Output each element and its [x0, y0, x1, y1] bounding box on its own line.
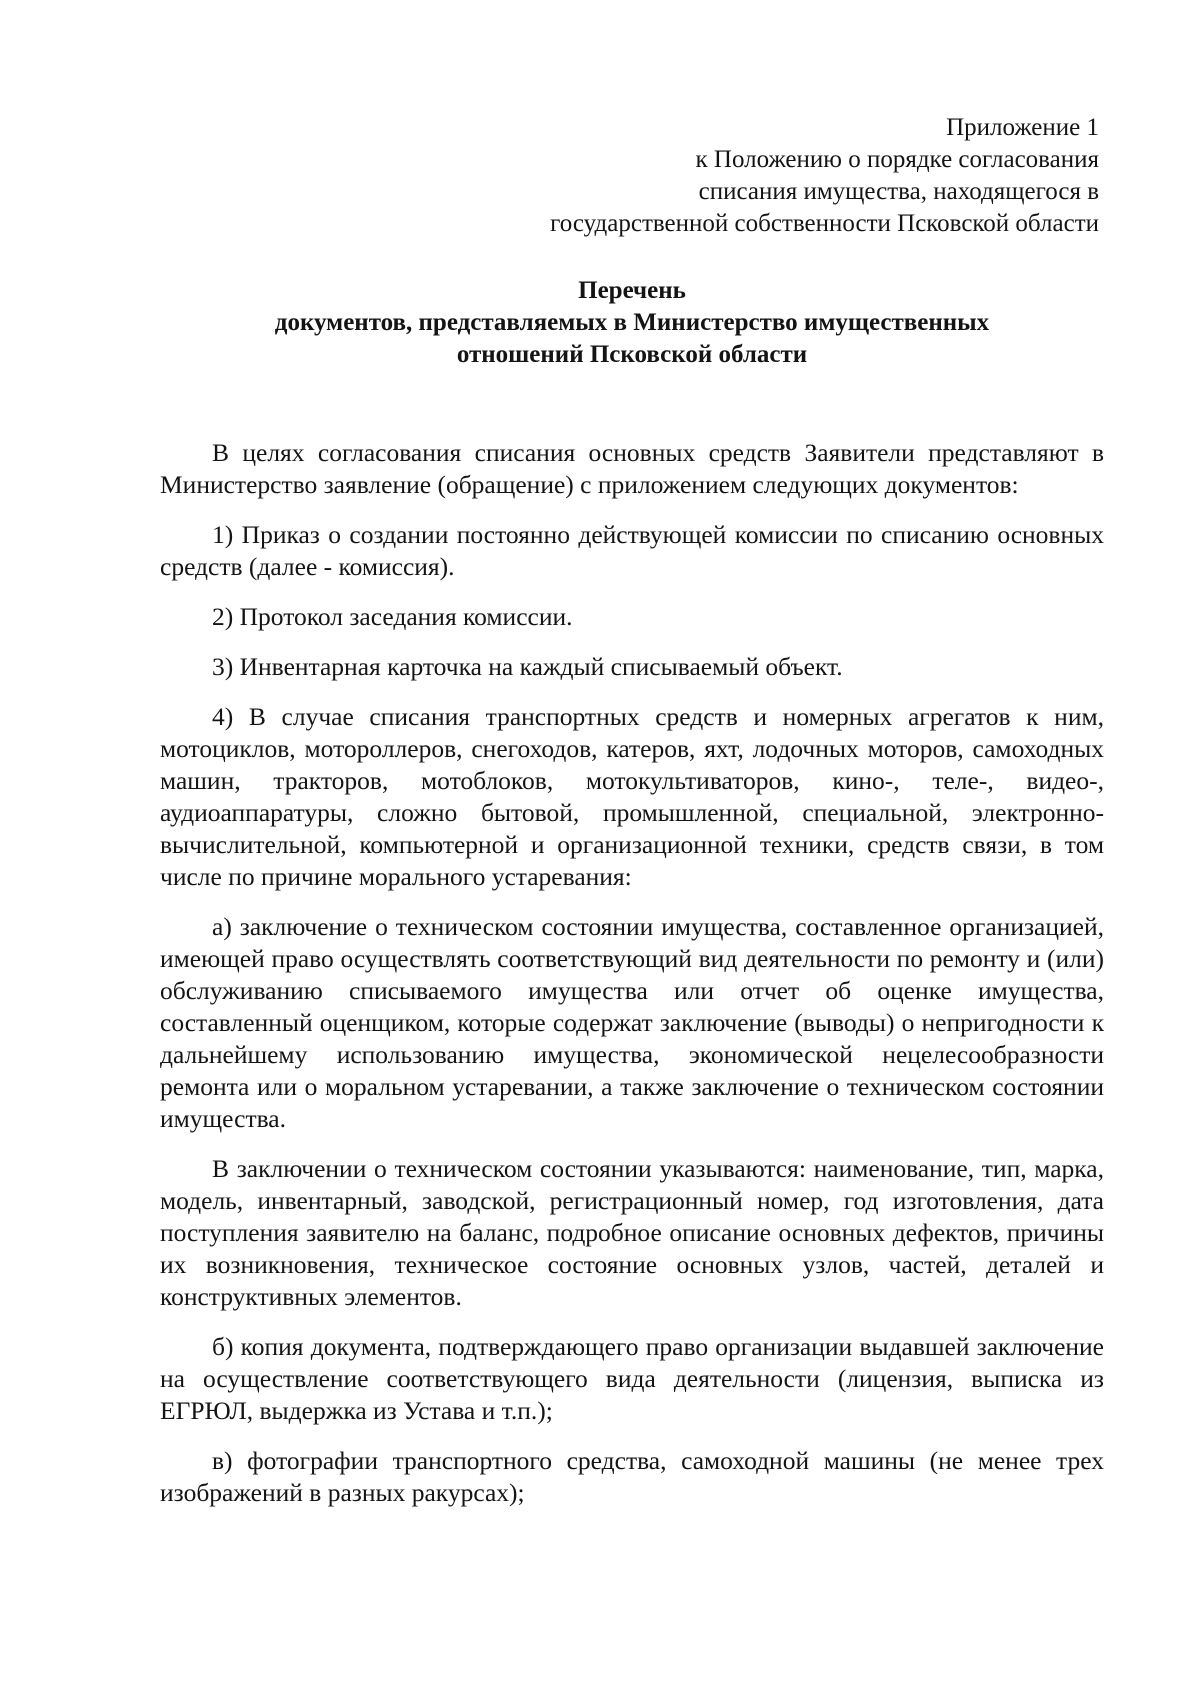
appendix-header	[550, 112, 1099, 240]
list-item-3: 3) Инвентарная карточка на каждый списываемый объект.	[212, 652, 843, 681]
document-body	[160, 437, 1104, 1527]
title-line: Перечень	[578, 277, 686, 304]
intro-paragraph: В целях согласования списания основных средств Заявители представляют в Министерство заявление (обращение) с приложением следующих документов:	[160, 438, 1104, 499]
list-item-2: 2) Протокол заседания комиссии.	[212, 602, 573, 631]
appendix-reference-line: к Положению о порядке согласования	[695, 146, 1099, 173]
appendix-reference-line: списания имущества, находящегося в	[698, 178, 1099, 205]
title-line: документов, представляемых в Министерство имущественных	[274, 309, 990, 336]
technical-report-paragraph: В заключении о техническом состоянии указываются: наименование, тип, марка, модель, инвентарный, заводской, регистрационный номер, год изготовления, дата поступления заявителю на баланс, подробное описание основных дефектов, причины их возникновения, техническое состояние основных узлов, частей, деталей и конструктивных элементов.	[160, 1154, 1104, 1311]
appendix-number: Приложение 1	[946, 114, 1099, 141]
document-title	[160, 275, 1104, 371]
sub-item-v: в) фотографии транспортного средства, самоходной машины (не менее трех изображений в разных ракурсах);	[160, 1446, 1104, 1507]
title-line: отношений Псковской области	[456, 341, 808, 368]
list-item-1: 1) Приказ о создании постоянно действующей комиссии по списанию основных средств (далее - комиссия).	[160, 520, 1104, 581]
list-item-4: 4) В случае списания транспортных средств и номерных агрегатов к ним, мотоциклов, мотороллеров, снегоходов, катеров, яхт, лодочных моторов, самоходных машин, тракторов, мотоблоков, мотокультиваторов, кино-, теле-, видео-, аудиоаппаратуры, сложно бытовой, промышленной, специальной, электронно-вычислительной, компьютерной и организационной техники, средств связи, в том числе по причине морального устаревания:	[160, 702, 1104, 891]
sub-item-a: а) заключение о техническом состоянии имущества, составленное организацией, имеющей право осуществлять соответствующий вид деятельности по ремонту и (или) обслуживанию списываемого имущества или отчет об оценке имущества, составленный оценщиком, которые содержат заключение (выводы) о непригодности к дальнейшему использованию имущества, экономической нецелесообразности ремонта или о моральном устаревании, а также заключение о техническом состоянии имущества.	[160, 912, 1104, 1133]
sub-item-b: б) копия документа, подтверждающего право организации выдавшей заключение на осуществление соответствующего вида деятельности (лицензия, выписка из ЕГРЮЛ, выдержка из Устава и т.п.);	[160, 1332, 1104, 1425]
appendix-reference-line: государственной собственности Псковской области	[550, 210, 1099, 237]
